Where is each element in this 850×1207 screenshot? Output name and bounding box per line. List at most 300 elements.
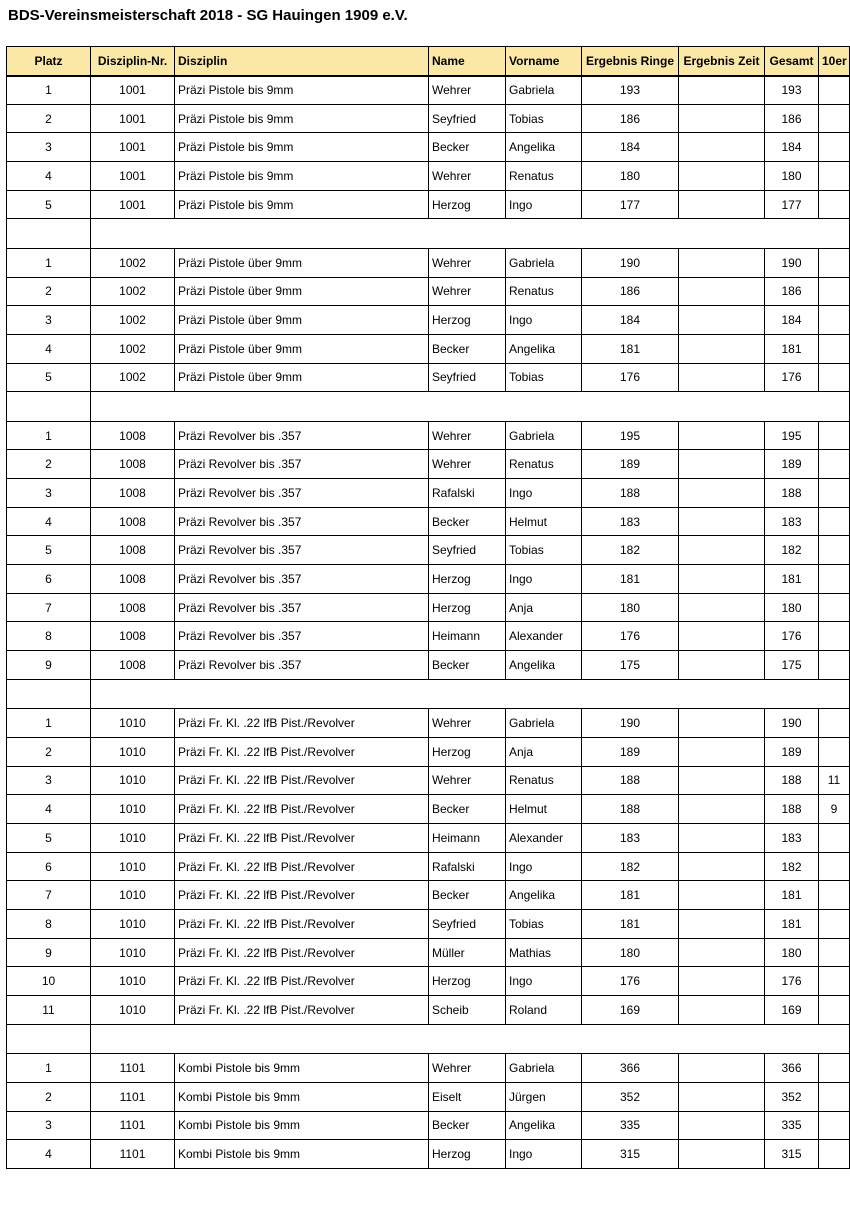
cell-ergebnis-ringe: 189: [582, 737, 679, 766]
cell-platz: 3: [7, 766, 91, 795]
cell-ergebnis-ringe: 182: [582, 852, 679, 881]
cell-vorname: Tobias: [506, 363, 582, 392]
cell-ergebnis-zeit: [679, 996, 765, 1025]
cell-disziplin-nr: 1010: [91, 910, 175, 939]
cell-10er: [819, 133, 850, 162]
cell-ergebnis-zeit: [679, 104, 765, 133]
cell-ergebnis-ringe: 190: [582, 248, 679, 277]
table-row: [7, 536, 850, 565]
cell-gesamt: 366: [765, 1054, 819, 1083]
table-row: [7, 622, 850, 651]
cell-name: Herzog: [429, 1140, 506, 1169]
cell-vorname: Ingo: [506, 967, 582, 996]
header-row: [7, 47, 850, 76]
cell-vorname: Gabriela: [506, 421, 582, 450]
cell-disziplin: Präzi Revolver bis .357: [175, 450, 429, 479]
table-row: [7, 938, 850, 967]
cell-name: Becker: [429, 881, 506, 910]
col-header-name: Name: [429, 47, 506, 76]
cell-disziplin-nr: 1010: [91, 737, 175, 766]
cell-ergebnis-ringe: 181: [582, 910, 679, 939]
cell-platz: 4: [7, 162, 91, 191]
cell-disziplin: Präzi Fr. Kl. .22 lfB Pist./Revolver: [175, 852, 429, 881]
table-row: [7, 709, 850, 738]
cell-name: Herzog: [429, 593, 506, 622]
group-separator-row: [7, 392, 850, 421]
cell-disziplin: Präzi Pistole bis 9mm: [175, 104, 429, 133]
col-header-ergebnis-ringe: Ergebnis Ringe: [582, 47, 679, 76]
cell-10er: [819, 593, 850, 622]
cell-disziplin-nr: 1010: [91, 938, 175, 967]
cell-disziplin: Präzi Fr. Kl. .22 lfB Pist./Revolver: [175, 823, 429, 852]
cell-disziplin-nr: 1010: [91, 766, 175, 795]
cell-ergebnis-zeit: [679, 1140, 765, 1169]
cell-gesamt: 182: [765, 536, 819, 565]
cell-vorname: Ingo: [506, 190, 582, 219]
cell-10er: [819, 479, 850, 508]
cell-10er: [819, 277, 850, 306]
table-row: [7, 479, 850, 508]
cell-gesamt: 189: [765, 450, 819, 479]
cell-gesamt: 176: [765, 363, 819, 392]
cell-platz: 8: [7, 910, 91, 939]
cell-disziplin: Präzi Pistole bis 9mm: [175, 162, 429, 191]
cell-ergebnis-zeit: [679, 852, 765, 881]
cell-ergebnis-zeit: [679, 479, 765, 508]
cell-gesamt: 186: [765, 277, 819, 306]
cell-name: Wehrer: [429, 162, 506, 191]
cell-platz: 2: [7, 1082, 91, 1111]
cell-10er: [819, 507, 850, 536]
cell-disziplin: Präzi Fr. Kl. .22 lfB Pist./Revolver: [175, 766, 429, 795]
table-row: [7, 306, 850, 335]
cell-disziplin-nr: 1008: [91, 450, 175, 479]
cell-10er: [819, 622, 850, 651]
cell-gesamt: 183: [765, 823, 819, 852]
cell-platz: 2: [7, 277, 91, 306]
cell-ergebnis-ringe: 181: [582, 334, 679, 363]
table-row: [7, 421, 850, 450]
cell-gesamt: 188: [765, 479, 819, 508]
cell-ergebnis-ringe: 190: [582, 709, 679, 738]
cell-ergebnis-ringe: 181: [582, 881, 679, 910]
cell-10er: [819, 823, 850, 852]
cell-disziplin: Kombi Pistole bis 9mm: [175, 1082, 429, 1111]
table-row: [7, 651, 850, 680]
cell-ergebnis-zeit: [679, 507, 765, 536]
separator-cell: [91, 679, 850, 708]
cell-10er: [819, 162, 850, 191]
cell-vorname: Ingo: [506, 852, 582, 881]
cell-vorname: Alexander: [506, 823, 582, 852]
cell-name: Becker: [429, 507, 506, 536]
cell-vorname: Jürgen: [506, 1082, 582, 1111]
cell-platz: 3: [7, 133, 91, 162]
cell-disziplin-nr: 1001: [91, 76, 175, 105]
col-header-vorname: Vorname: [506, 47, 582, 76]
cell-disziplin-nr: 1001: [91, 190, 175, 219]
cell-disziplin-nr: 1001: [91, 104, 175, 133]
cell-gesamt: 184: [765, 133, 819, 162]
results-body: [7, 76, 850, 1169]
cell-10er: [819, 363, 850, 392]
page-title: BDS-Vereinsmeisterschaft 2018 - SG Hauingen 1909 e.V.: [8, 7, 408, 24]
cell-disziplin: Präzi Fr. Kl. .22 lfB Pist./Revolver: [175, 967, 429, 996]
cell-disziplin: Präzi Revolver bis .357: [175, 622, 429, 651]
cell-gesamt: 181: [765, 881, 819, 910]
cell-disziplin: Präzi Revolver bis .357: [175, 479, 429, 508]
cell-disziplin: Präzi Fr. Kl. .22 lfB Pist./Revolver: [175, 795, 429, 824]
cell-disziplin: Präzi Pistole bis 9mm: [175, 190, 429, 219]
cell-gesamt: 352: [765, 1082, 819, 1111]
cell-platz: 7: [7, 881, 91, 910]
cell-disziplin-nr: 1101: [91, 1140, 175, 1169]
cell-10er: [819, 190, 850, 219]
cell-platz: 5: [7, 536, 91, 565]
cell-10er: [819, 76, 850, 105]
cell-ergebnis-ringe: 188: [582, 479, 679, 508]
cell-name: Müller: [429, 938, 506, 967]
cell-gesamt: 335: [765, 1111, 819, 1140]
cell-platz: 9: [7, 938, 91, 967]
separator-cell: [91, 219, 850, 248]
table-row: [7, 450, 850, 479]
cell-disziplin: Präzi Fr. Kl. .22 lfB Pist./Revolver: [175, 996, 429, 1025]
cell-gesamt: 188: [765, 766, 819, 795]
col-header-disziplin-nr: Disziplin-Nr.: [91, 47, 175, 76]
cell-ergebnis-zeit: [679, 76, 765, 105]
cell-name: Wehrer: [429, 709, 506, 738]
table-row: [7, 248, 850, 277]
col-header-10er: 10er: [819, 47, 850, 76]
cell-disziplin: Präzi Revolver bis .357: [175, 421, 429, 450]
cell-10er: [819, 104, 850, 133]
cell-10er: [819, 1054, 850, 1083]
cell-platz: 2: [7, 737, 91, 766]
cell-disziplin-nr: 1008: [91, 421, 175, 450]
table-row: [7, 76, 850, 105]
cell-ergebnis-ringe: 169: [582, 996, 679, 1025]
cell-disziplin: Kombi Pistole bis 9mm: [175, 1054, 429, 1083]
cell-vorname: Helmut: [506, 507, 582, 536]
cell-gesamt: 190: [765, 709, 819, 738]
cell-10er: [819, 450, 850, 479]
cell-ergebnis-zeit: [679, 248, 765, 277]
separator-cell: [7, 219, 91, 248]
cell-disziplin-nr: 1010: [91, 709, 175, 738]
cell-name: Herzog: [429, 190, 506, 219]
cell-gesamt: 176: [765, 622, 819, 651]
cell-ergebnis-zeit: [679, 1111, 765, 1140]
cell-ergebnis-ringe: 186: [582, 104, 679, 133]
cell-ergebnis-zeit: [679, 1082, 765, 1111]
cell-vorname: Angelika: [506, 133, 582, 162]
cell-10er: [819, 737, 850, 766]
cell-vorname: Angelika: [506, 334, 582, 363]
table-row: [7, 162, 850, 191]
cell-10er: [819, 709, 850, 738]
cell-disziplin: Präzi Revolver bis .357: [175, 593, 429, 622]
cell-ergebnis-ringe: 176: [582, 363, 679, 392]
cell-disziplin-nr: 1101: [91, 1111, 175, 1140]
table-row: [7, 996, 850, 1025]
cell-ergebnis-ringe: 180: [582, 593, 679, 622]
cell-ergebnis-zeit: [679, 938, 765, 967]
cell-name: Heimann: [429, 622, 506, 651]
cell-ergebnis-zeit: [679, 536, 765, 565]
cell-disziplin: Präzi Fr. Kl. .22 lfB Pist./Revolver: [175, 910, 429, 939]
cell-platz: 10: [7, 967, 91, 996]
cell-platz: 1: [7, 1054, 91, 1083]
cell-10er: [819, 1111, 850, 1140]
cell-ergebnis-ringe: 180: [582, 938, 679, 967]
cell-name: Herzog: [429, 565, 506, 594]
cell-vorname: Mathias: [506, 938, 582, 967]
cell-platz: 3: [7, 306, 91, 335]
table-row: [7, 363, 850, 392]
cell-ergebnis-ringe: 177: [582, 190, 679, 219]
cell-platz: 3: [7, 1111, 91, 1140]
separator-cell: [7, 392, 91, 421]
cell-ergebnis-zeit: [679, 823, 765, 852]
cell-disziplin-nr: 1002: [91, 363, 175, 392]
table-row: [7, 507, 850, 536]
table-row: [7, 1111, 850, 1140]
cell-platz: 1: [7, 421, 91, 450]
table-row: [7, 852, 850, 881]
cell-platz: 3: [7, 479, 91, 508]
cell-disziplin-nr: 1008: [91, 593, 175, 622]
cell-name: Seyfried: [429, 363, 506, 392]
col-header-ergebnis-zeit: Ergebnis Zeit: [679, 47, 765, 76]
cell-platz: 4: [7, 1140, 91, 1169]
cell-disziplin-nr: 1002: [91, 248, 175, 277]
group-separator-row: [7, 1024, 850, 1053]
cell-disziplin: Präzi Fr. Kl. .22 lfB Pist./Revolver: [175, 709, 429, 738]
cell-gesamt: 186: [765, 104, 819, 133]
cell-ergebnis-ringe: 335: [582, 1111, 679, 1140]
cell-10er: [819, 334, 850, 363]
cell-ergebnis-zeit: [679, 162, 765, 191]
cell-gesamt: 180: [765, 938, 819, 967]
cell-platz: 7: [7, 593, 91, 622]
cell-10er: 9: [819, 795, 850, 824]
cell-name: Rafalski: [429, 479, 506, 508]
separator-cell: [91, 392, 850, 421]
separator-cell: [91, 1024, 850, 1053]
cell-name: Wehrer: [429, 450, 506, 479]
cell-ergebnis-ringe: 195: [582, 421, 679, 450]
table-row: [7, 823, 850, 852]
cell-ergebnis-zeit: [679, 565, 765, 594]
cell-gesamt: 184: [765, 306, 819, 335]
cell-10er: [819, 1082, 850, 1111]
cell-ergebnis-zeit: [679, 450, 765, 479]
cell-platz: 1: [7, 248, 91, 277]
cell-gesamt: 180: [765, 162, 819, 191]
cell-gesamt: 193: [765, 76, 819, 105]
cell-ergebnis-ringe: 184: [582, 133, 679, 162]
table-row: [7, 104, 850, 133]
cell-10er: [819, 565, 850, 594]
cell-ergebnis-ringe: 352: [582, 1082, 679, 1111]
cell-gesamt: 315: [765, 1140, 819, 1169]
cell-name: Becker: [429, 651, 506, 680]
cell-ergebnis-ringe: 176: [582, 622, 679, 651]
cell-vorname: Gabriela: [506, 76, 582, 105]
cell-disziplin-nr: 1001: [91, 162, 175, 191]
cell-platz: 6: [7, 852, 91, 881]
cell-disziplin-nr: 1010: [91, 852, 175, 881]
table-row: [7, 1082, 850, 1111]
cell-gesamt: 176: [765, 967, 819, 996]
cell-ergebnis-zeit: [679, 363, 765, 392]
cell-gesamt: 181: [765, 565, 819, 594]
table-row: [7, 766, 850, 795]
cell-disziplin: Präzi Pistole über 9mm: [175, 306, 429, 335]
cell-disziplin-nr: 1008: [91, 536, 175, 565]
cell-ergebnis-zeit: [679, 622, 765, 651]
cell-vorname: Helmut: [506, 795, 582, 824]
cell-disziplin: Kombi Pistole bis 9mm: [175, 1140, 429, 1169]
col-header-gesamt: Gesamt: [765, 47, 819, 76]
cell-10er: [819, 536, 850, 565]
cell-ergebnis-zeit: [679, 306, 765, 335]
cell-gesamt: 181: [765, 910, 819, 939]
cell-platz: 4: [7, 334, 91, 363]
cell-gesamt: 175: [765, 651, 819, 680]
cell-ergebnis-ringe: 175: [582, 651, 679, 680]
cell-disziplin: Präzi Revolver bis .357: [175, 651, 429, 680]
table-row: [7, 565, 850, 594]
cell-disziplin-nr: 1008: [91, 651, 175, 680]
cell-name: Wehrer: [429, 76, 506, 105]
cell-vorname: Renatus: [506, 162, 582, 191]
cell-ergebnis-ringe: 188: [582, 766, 679, 795]
cell-vorname: Ingo: [506, 565, 582, 594]
cell-10er: [819, 651, 850, 680]
cell-disziplin: Präzi Revolver bis .357: [175, 507, 429, 536]
table-row: [7, 967, 850, 996]
cell-platz: 2: [7, 104, 91, 133]
cell-name: Wehrer: [429, 1054, 506, 1083]
cell-disziplin: Präzi Pistole bis 9mm: [175, 133, 429, 162]
cell-gesamt: 169: [765, 996, 819, 1025]
cell-10er: [819, 967, 850, 996]
cell-ergebnis-zeit: [679, 421, 765, 450]
cell-ergebnis-ringe: 176: [582, 967, 679, 996]
cell-gesamt: 188: [765, 795, 819, 824]
cell-name: Wehrer: [429, 248, 506, 277]
cell-disziplin-nr: 1008: [91, 565, 175, 594]
cell-gesamt: 189: [765, 737, 819, 766]
cell-disziplin-nr: 1010: [91, 823, 175, 852]
table-row: [7, 277, 850, 306]
cell-disziplin-nr: 1010: [91, 967, 175, 996]
cell-vorname: Roland: [506, 996, 582, 1025]
cell-disziplin: Präzi Fr. Kl. .22 lfB Pist./Revolver: [175, 881, 429, 910]
cell-vorname: Renatus: [506, 277, 582, 306]
cell-ergebnis-ringe: 189: [582, 450, 679, 479]
cell-vorname: Tobias: [506, 104, 582, 133]
cell-gesamt: 195: [765, 421, 819, 450]
cell-name: Seyfried: [429, 910, 506, 939]
cell-disziplin-nr: 1101: [91, 1082, 175, 1111]
cell-name: Herzog: [429, 967, 506, 996]
cell-gesamt: 180: [765, 593, 819, 622]
table-row: [7, 795, 850, 824]
cell-disziplin: Kombi Pistole bis 9mm: [175, 1111, 429, 1140]
cell-disziplin-nr: 1002: [91, 306, 175, 335]
cell-disziplin-nr: 1001: [91, 133, 175, 162]
cell-vorname: Tobias: [506, 910, 582, 939]
cell-disziplin: Präzi Pistole über 9mm: [175, 277, 429, 306]
cell-ergebnis-ringe: 183: [582, 823, 679, 852]
cell-platz: 2: [7, 450, 91, 479]
cell-ergebnis-zeit: [679, 881, 765, 910]
cell-ergebnis-zeit: [679, 334, 765, 363]
cell-disziplin-nr: 1008: [91, 622, 175, 651]
cell-platz: 5: [7, 363, 91, 392]
cell-platz: 6: [7, 565, 91, 594]
cell-10er: [819, 1140, 850, 1169]
cell-ergebnis-ringe: 193: [582, 76, 679, 105]
cell-gesamt: 182: [765, 852, 819, 881]
table-row: [7, 1140, 850, 1169]
cell-name: Becker: [429, 1111, 506, 1140]
cell-vorname: Angelika: [506, 881, 582, 910]
cell-ergebnis-zeit: [679, 133, 765, 162]
cell-gesamt: 190: [765, 248, 819, 277]
cell-name: Becker: [429, 334, 506, 363]
cell-10er: [819, 996, 850, 1025]
cell-platz: 1: [7, 709, 91, 738]
cell-name: Eiselt: [429, 1082, 506, 1111]
cell-disziplin-nr: 1010: [91, 996, 175, 1025]
cell-vorname: Ingo: [506, 1140, 582, 1169]
cell-platz: 4: [7, 507, 91, 536]
cell-ergebnis-ringe: 315: [582, 1140, 679, 1169]
cell-10er: [819, 248, 850, 277]
cell-ergebnis-ringe: 183: [582, 507, 679, 536]
cell-name: Scheib: [429, 996, 506, 1025]
cell-ergebnis-ringe: 186: [582, 277, 679, 306]
cell-disziplin-nr: 1008: [91, 479, 175, 508]
cell-disziplin: Präzi Pistole über 9mm: [175, 363, 429, 392]
cell-name: Wehrer: [429, 421, 506, 450]
cell-disziplin-nr: 1010: [91, 881, 175, 910]
table-row: [7, 133, 850, 162]
cell-10er: [819, 938, 850, 967]
cell-name: Becker: [429, 795, 506, 824]
cell-name: Heimann: [429, 823, 506, 852]
cell-vorname: Ingo: [506, 479, 582, 508]
cell-vorname: Gabriela: [506, 1054, 582, 1083]
cell-platz: 8: [7, 622, 91, 651]
cell-disziplin: Präzi Fr. Kl. .22 lfB Pist./Revolver: [175, 938, 429, 967]
cell-gesamt: 183: [765, 507, 819, 536]
cell-name: Herzog: [429, 306, 506, 335]
cell-platz: 5: [7, 190, 91, 219]
cell-10er: [819, 852, 850, 881]
cell-vorname: Gabriela: [506, 248, 582, 277]
table-row: [7, 910, 850, 939]
cell-disziplin: Präzi Fr. Kl. .22 lfB Pist./Revolver: [175, 737, 429, 766]
table-row: [7, 190, 850, 219]
cell-name: Seyfried: [429, 104, 506, 133]
cell-vorname: Anja: [506, 593, 582, 622]
cell-vorname: Angelika: [506, 651, 582, 680]
